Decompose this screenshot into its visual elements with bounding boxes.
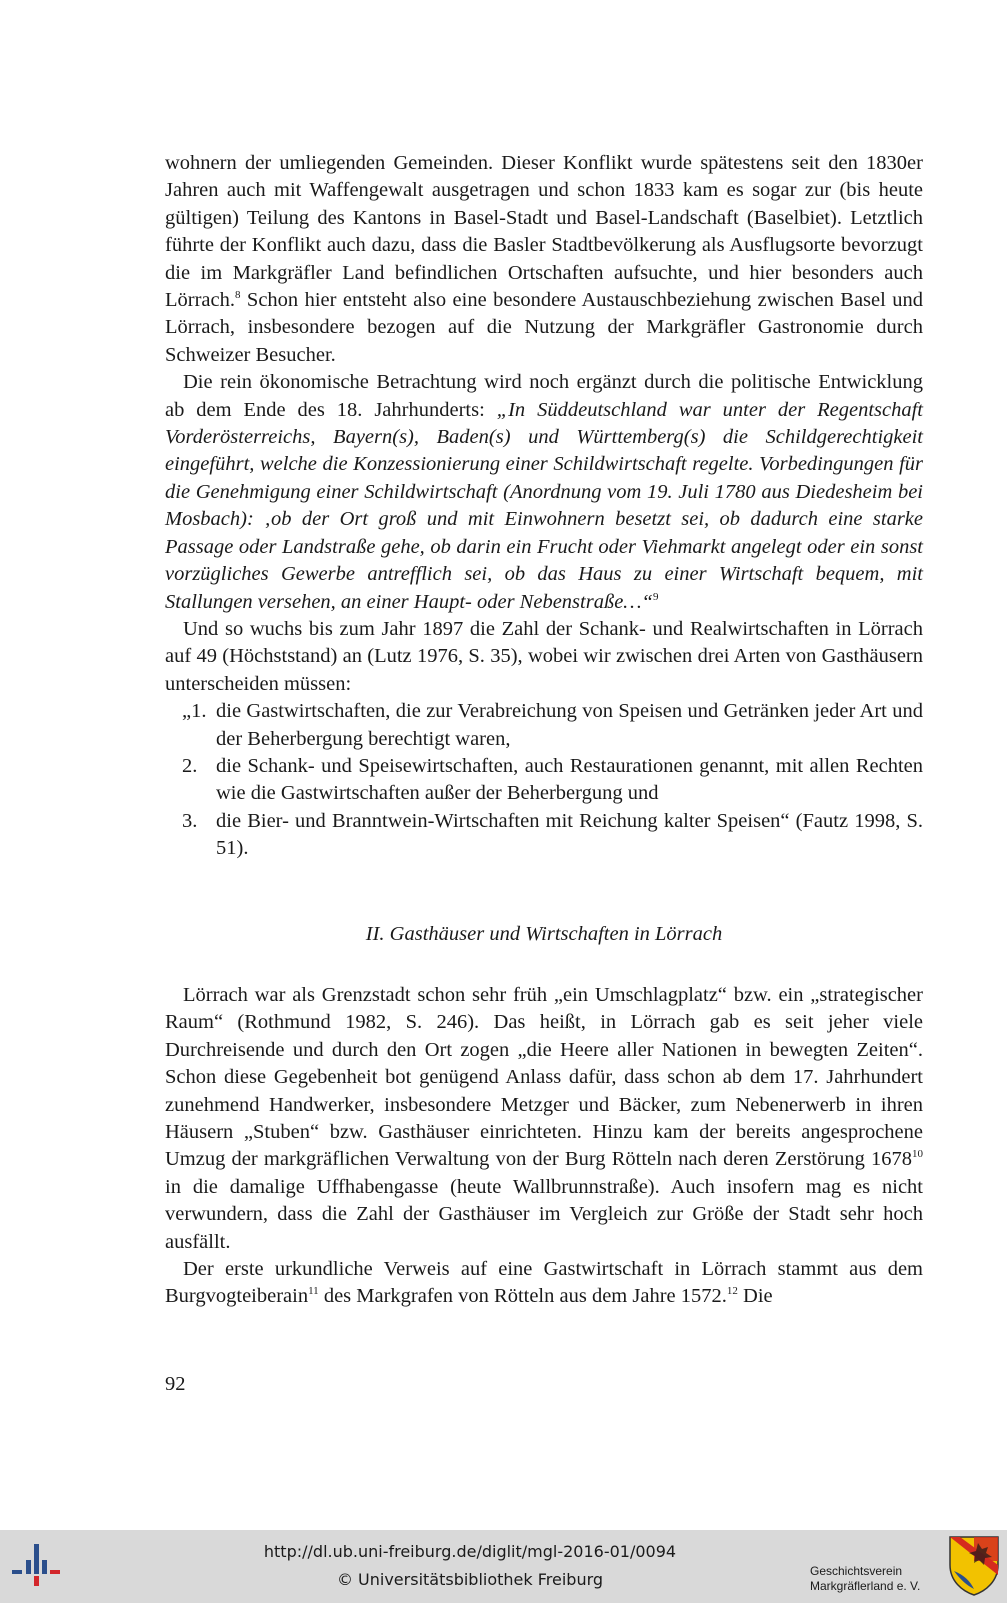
footer-bar	[0, 1530, 1007, 1603]
text-run: in die damalige Uffhabengasse (heute Wallbrunnstraße). Auch insofern mag es nicht verwundern, dass die Zahl der Gasthäuser im Vergleich zur Größe der Stadt sehr hoch ausfällt.	[165, 1175, 923, 1253]
text-run: wohnern der umliegenden Gemeinden. Dieser Konflikt wurde spätestens seit den 1830er Jahren auch mit Waffengewalt ausgetragen und schon 1833 kam es sogar zur (bis heute gültigen) Teilung des Kantons in Basel-Stadt und Basel-Landschaft (Baselbiet). Letztlich führte der Konflikt auch dazu, dass die Basler Stadtbevölkerung als Ausflugsorte bevorzugt die im Markgräfler Land befindlichen Ortschaften aufsuchte, und hier besonders auch Lörrach.	[165, 152, 923, 312]
paragraphs-bottom	[165, 982, 923, 1311]
text-run: Die	[737, 1285, 773, 1308]
list-text: die Gastwirtschaften, die zur Verabreichung von Speisen und Getränken jeder Art und der Beherbergung berechtigt waren,	[216, 700, 923, 750]
page-number: 92	[165, 1373, 186, 1395]
list-number: „1.	[182, 700, 207, 723]
enumerated-list	[165, 698, 923, 862]
list-text: die Bier- und Branntwein-Wirtschaften mit Reichung kalter Speisen“ (Fautz 1998, S. 51).	[216, 809, 923, 860]
text-run: Schon hier entsteht also eine besondere Austauschbeziehung zwischen Basel und Lörrach, insbesondere bezogen auf die Nutzung der Markgräfler Gastronomie durch Schweizer Besucher.	[165, 289, 923, 366]
list-item	[165, 698, 923, 753]
text-run: Der erste urkundliche Verweis auf eine Gastwirtschaft in Lörrach stammt aus dem Burgvogteiberain	[165, 1258, 923, 1308]
paragraph	[165, 369, 923, 616]
section-heading: II. Gasthäuser und Wirtschaften in Lörrach	[365, 922, 723, 945]
list-text: die Schank- und Speisewirtschaften, auch Restaurationen genannt, mit allen Rechten wie die Gastwirtschaften außer der Beherbergung und	[216, 754, 923, 805]
footnote-marker: 9	[652, 590, 659, 603]
text-run: Lörrach war als Grenzstadt schon sehr früh „ein Umschlagplatz“ bzw. ein „strategischer Raum“ (Rothmund 1982, S. 246). Das heißt, in Lörrach gab es seit jeher viele Durchreisende und durch den Ort zogen „die Heere aller Nationen in bewegten Zeiten“. Schon diese Gegebenheit bot genügend Anlass dafür, dass schon ab dem 17. Jahrhundert zunehmend Handwerker, insbesondere Metzger und Bäcker, zum Nebenerwerb in ihren Häusern „Stuben“ bzw. Gasthäuser einrichteten. Hinzu kam der bereits angesprochene Umzug der markgräflichen Verwaltung von der Burg Rötteln nach deren Zerstörung 1678	[165, 983, 923, 1171]
ub-freiburg-logo-icon	[12, 1540, 64, 1590]
paragraph	[165, 616, 923, 698]
footnote-marker: 8	[235, 289, 241, 302]
list-number: 2.	[182, 754, 198, 777]
paragraph	[165, 150, 923, 369]
copyright-text: © Universitätsbibliothek Freiburg	[336, 1570, 604, 1589]
society-line-1: Geschichtsverein	[810, 1564, 903, 1578]
footnote-marker: 10	[912, 1148, 923, 1161]
society-name	[810, 1564, 920, 1594]
list-number: 3.	[182, 809, 198, 832]
paragraph	[165, 982, 923, 1256]
footnote-marker: 11	[308, 1285, 319, 1298]
text-run: des Markgrafen von Rötteln aus dem Jahre 1572.	[318, 1285, 727, 1308]
footnote-marker: 12	[726, 1285, 738, 1298]
list-item	[165, 808, 923, 863]
body-text	[165, 150, 923, 1311]
markgraeflerland-crest-icon	[948, 1535, 1000, 1597]
text-run: Die rein ökonomische Betrachtung wird noch ergänzt durch die politische Entwicklung ab dem Ende des 18. Jahrhunderts:	[165, 371, 923, 421]
quotation: „In Süddeutschland war unter der Regentschaft Vorderösterreichs, Bayern(s), Baden(s) und Württemberg(s) die Schildgerechtigkeit eingeführt, welche die Konzessionierung einer Schildwirtschaft regelte. Vorbedingungen für die Genehmigung einer Schildwirtschaft (Anordnung vom 19. Juli 1780 aus Diedesheim bei Mosbach): ‚ob der Ort groß und mit Einwohnern besetzt sei, ob dadurch eine starke Passage oder Landstraße gehe, ob darin ein Frucht oder Viehmarkt angelegt oder ein sonst vorzügliches Gewerbe antrefflich sei, ob das Haus zu einer Wirtschaft bequem, mit Stallungen versehen, an einer Haupt- oder Nebenstraße…“	[165, 398, 923, 613]
paragraph	[165, 1256, 923, 1311]
list-item	[165, 753, 923, 808]
text-run: Und so wuchs bis zum Jahr 1897 die Zahl der Schank- und Realwirtschaften in Lörrach auf 49 (Höchststand) an (Lutz 1976, S. 35), wobei wir zwischen drei Arten von Gasthäusern unterscheiden müssen:	[165, 617, 923, 695]
source-url[interactable]: http://dl.ub.uni-freiburg.de/diglit/mgl-2016-01/0094	[263, 1542, 677, 1561]
paragraphs-top	[165, 150, 923, 698]
society-line-2: Markgräflerland e. V.	[810, 1579, 921, 1593]
